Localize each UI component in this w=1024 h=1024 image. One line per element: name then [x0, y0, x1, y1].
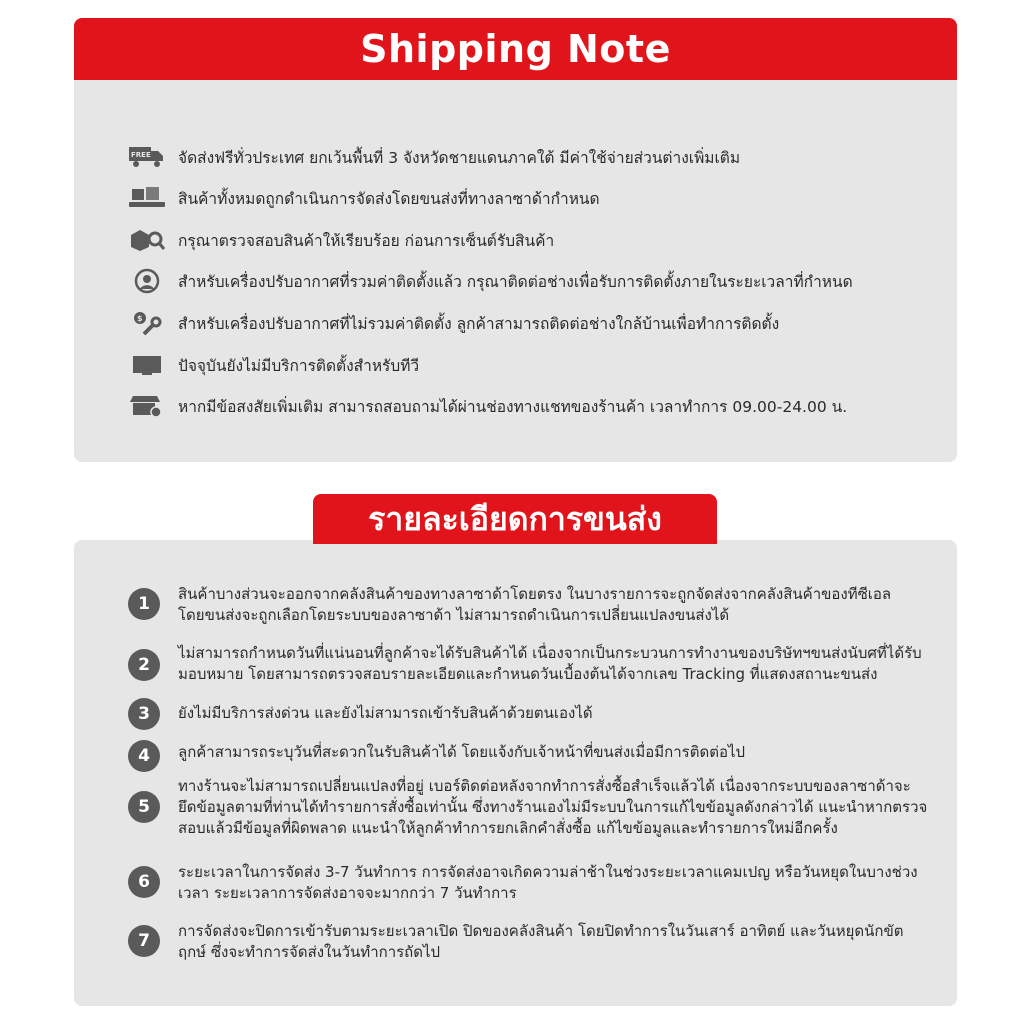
note-item: [128, 267, 853, 295]
step-item: [128, 584, 918, 626]
shipping-note-header: [74, 18, 957, 80]
note-text: สินค้าทั้งหมดถูกดำเนินการจัดส่งโดยขนส่งที่ทางลาซาด้ากำหนด: [178, 189, 600, 208]
shipping-note-title: Shipping Note: [360, 27, 671, 71]
package-inspect-icon: [128, 227, 166, 253]
technician-icon: [128, 268, 166, 294]
step-item: [128, 776, 928, 839]
step-line: ทางร้านจะไม่สามารถเปลี่ยนแปลงที่อยู่ เบอร์ติดต่อหลังจากทำการสั่งซื้อสำเร็จแล้วได้ เนื่องจากระบบของลาซาด้าจะ: [178, 777, 911, 795]
step-item: [128, 742, 918, 772]
note-item: [128, 143, 740, 171]
note-text: หากมีข้อสงสัยเพิ่มเติม สามารถสอบถามได้ผ่านช่องทางแชทของร้านค้า เวลาทำการ 09.00-24.00 น.: [178, 397, 848, 416]
step-number-badge: 4: [128, 740, 160, 772]
step-text: [178, 776, 927, 839]
step-line: การจัดส่งจะปิดการเข้ารับตามระยะเวลาเปิด ปิดของคลังสินค้า โดยปิดทำการในวันเสาร์ อาทิตย์ และวันหยุดนักขัต: [178, 922, 904, 940]
step-text: [178, 643, 922, 685]
step-line: มอบหมาย โดยสามารถตรวจสอบรายละเอียดและกำหนดวันเบื้องต้นได้จากเลข Tracking ที่แสดงสถานะขนส่ง: [178, 665, 878, 683]
delivery-boxes-icon: [128, 185, 166, 211]
step-line: ฤกษ์ ซึ่งจะทำการจัดส่งในวันทำการถัดไป: [178, 943, 441, 961]
step-number-badge: 3: [128, 698, 160, 730]
svg-text:$: $: [137, 314, 143, 323]
step-line: โดยขนส่งจะถูกเลือกโดยระบบของลาซาด้า ไม่สามารถดำเนินการเปลี่ยนแปลงขนส่งได้: [178, 606, 730, 624]
step-number-badge: 6: [128, 866, 160, 898]
step-line: สินค้าบางส่วนจะออกจากคลังสินค้าของทางลาซาด้าโดยตรง ในบางรายการจะถูกจัดส่งจากคลังสินค้าของทีซีเอล: [178, 585, 892, 603]
step-item: [128, 643, 922, 685]
note-item: [128, 226, 554, 254]
step-line: ระยะเวลาในการจัดส่ง 3-7 วันทำการ การจัดส่งอาจเกิดความล่าช้าในช่วงระยะเวลาแคมเปญ หรือวันหยุดในบางช่วง: [178, 863, 918, 881]
svg-text:FREE: FREE: [131, 151, 151, 159]
note-item: [128, 392, 847, 420]
step-text: [178, 921, 903, 963]
note-text: กรุณาตรวจสอบสินค้าให้เรียบร้อย ก่อนการเซ็นต์รับสินค้า: [178, 231, 555, 250]
step-line: ลูกค้าสามารถระบุวันที่สะดวกในรับสินค้าได้ โดยแจ้งกับเจ้าหน้าที่ขนส่งเมื่อมีการติดต่อไป: [178, 743, 746, 761]
note-text: สำหรับเครื่องปรับอากาศที่ไม่รวมค่าติดตั้ง ลูกค้าสามารถติดต่อช่างใกล้บ้านเพื่อทำการติดตั้ง: [178, 314, 780, 333]
step-text: [178, 742, 745, 763]
install-cost-wrench-icon: [128, 310, 166, 336]
shipping-details-title: รายละเอียดการขนส่ง: [368, 499, 662, 538]
step-number-badge: 7: [128, 925, 160, 957]
step-text: [178, 862, 918, 904]
note-item: [128, 309, 779, 337]
step-number-badge: 1: [128, 588, 160, 620]
step-line: ไม่สามารถกำหนดวันที่แน่นอนที่ลูกค้าจะได้รับสินค้าได้ เนื่องจากเป็นกระบวนการทำงานของบริษัทฯขนส่งนับศที่ได้รับ: [178, 644, 922, 662]
note-text: ปัจจุบันยังไม่มีบริการติดตั้งสำหรับทีวี: [178, 356, 420, 375]
note-item: [128, 184, 600, 212]
shipping-details-header: [313, 494, 717, 544]
step-line: สอบแล้วมีข้อมูลที่ผิดพลาด แนะนำให้ลูกค้าทำการยกเลิกคำสั่งซื้อ แก้ไขข้อมูลและทำรายการใหม่อีกครั้ง: [178, 819, 838, 837]
step-number-badge: 2: [128, 649, 160, 681]
step-line: ยังไม่มีบริการส่งด่วน และยังไม่สามารถเข้ารับสินค้าด้วยตนเองได้: [178, 704, 593, 722]
store-chat-icon: [128, 393, 166, 419]
step-line: ยึดข้อมูลตามที่ท่านได้ทำรายการสั่งซื้อเท่านั้น ซึ่งทางร้านเองไม่มีระบบในการแก้ไขข้อมูลดังกล่าวได้ แนะนำหากตรวจ: [178, 798, 928, 816]
note-text: สำหรับเครื่องปรับอากาศที่รวมค่าติดตั้งแล้ว กรุณาติดต่อช่างเพื่อรับการติดตั้งภายในระยะเวลาที่กำหนด: [178, 272, 853, 291]
step-item: [128, 703, 918, 730]
step-text: [178, 584, 891, 626]
step-item: [128, 921, 918, 963]
note-item: [128, 351, 419, 379]
free-shipping-truck-icon: [128, 144, 166, 170]
note-text: จัดส่งฟรีทั่วประเทศ ยกเว้นพื้นที่ 3 จังหวัดชายแดนภาคใต้ มีค่าใช้จ่ายส่วนต่างเพิ่มเติม: [178, 148, 741, 167]
step-number-badge: 5: [128, 791, 160, 823]
tv-icon: [128, 352, 166, 378]
step-text: [178, 703, 593, 724]
step-line: เวลา ระยะเวลาการจัดส่งอาจจะมากกว่า 7 วันทำการ: [178, 884, 517, 902]
step-item: [128, 862, 918, 904]
